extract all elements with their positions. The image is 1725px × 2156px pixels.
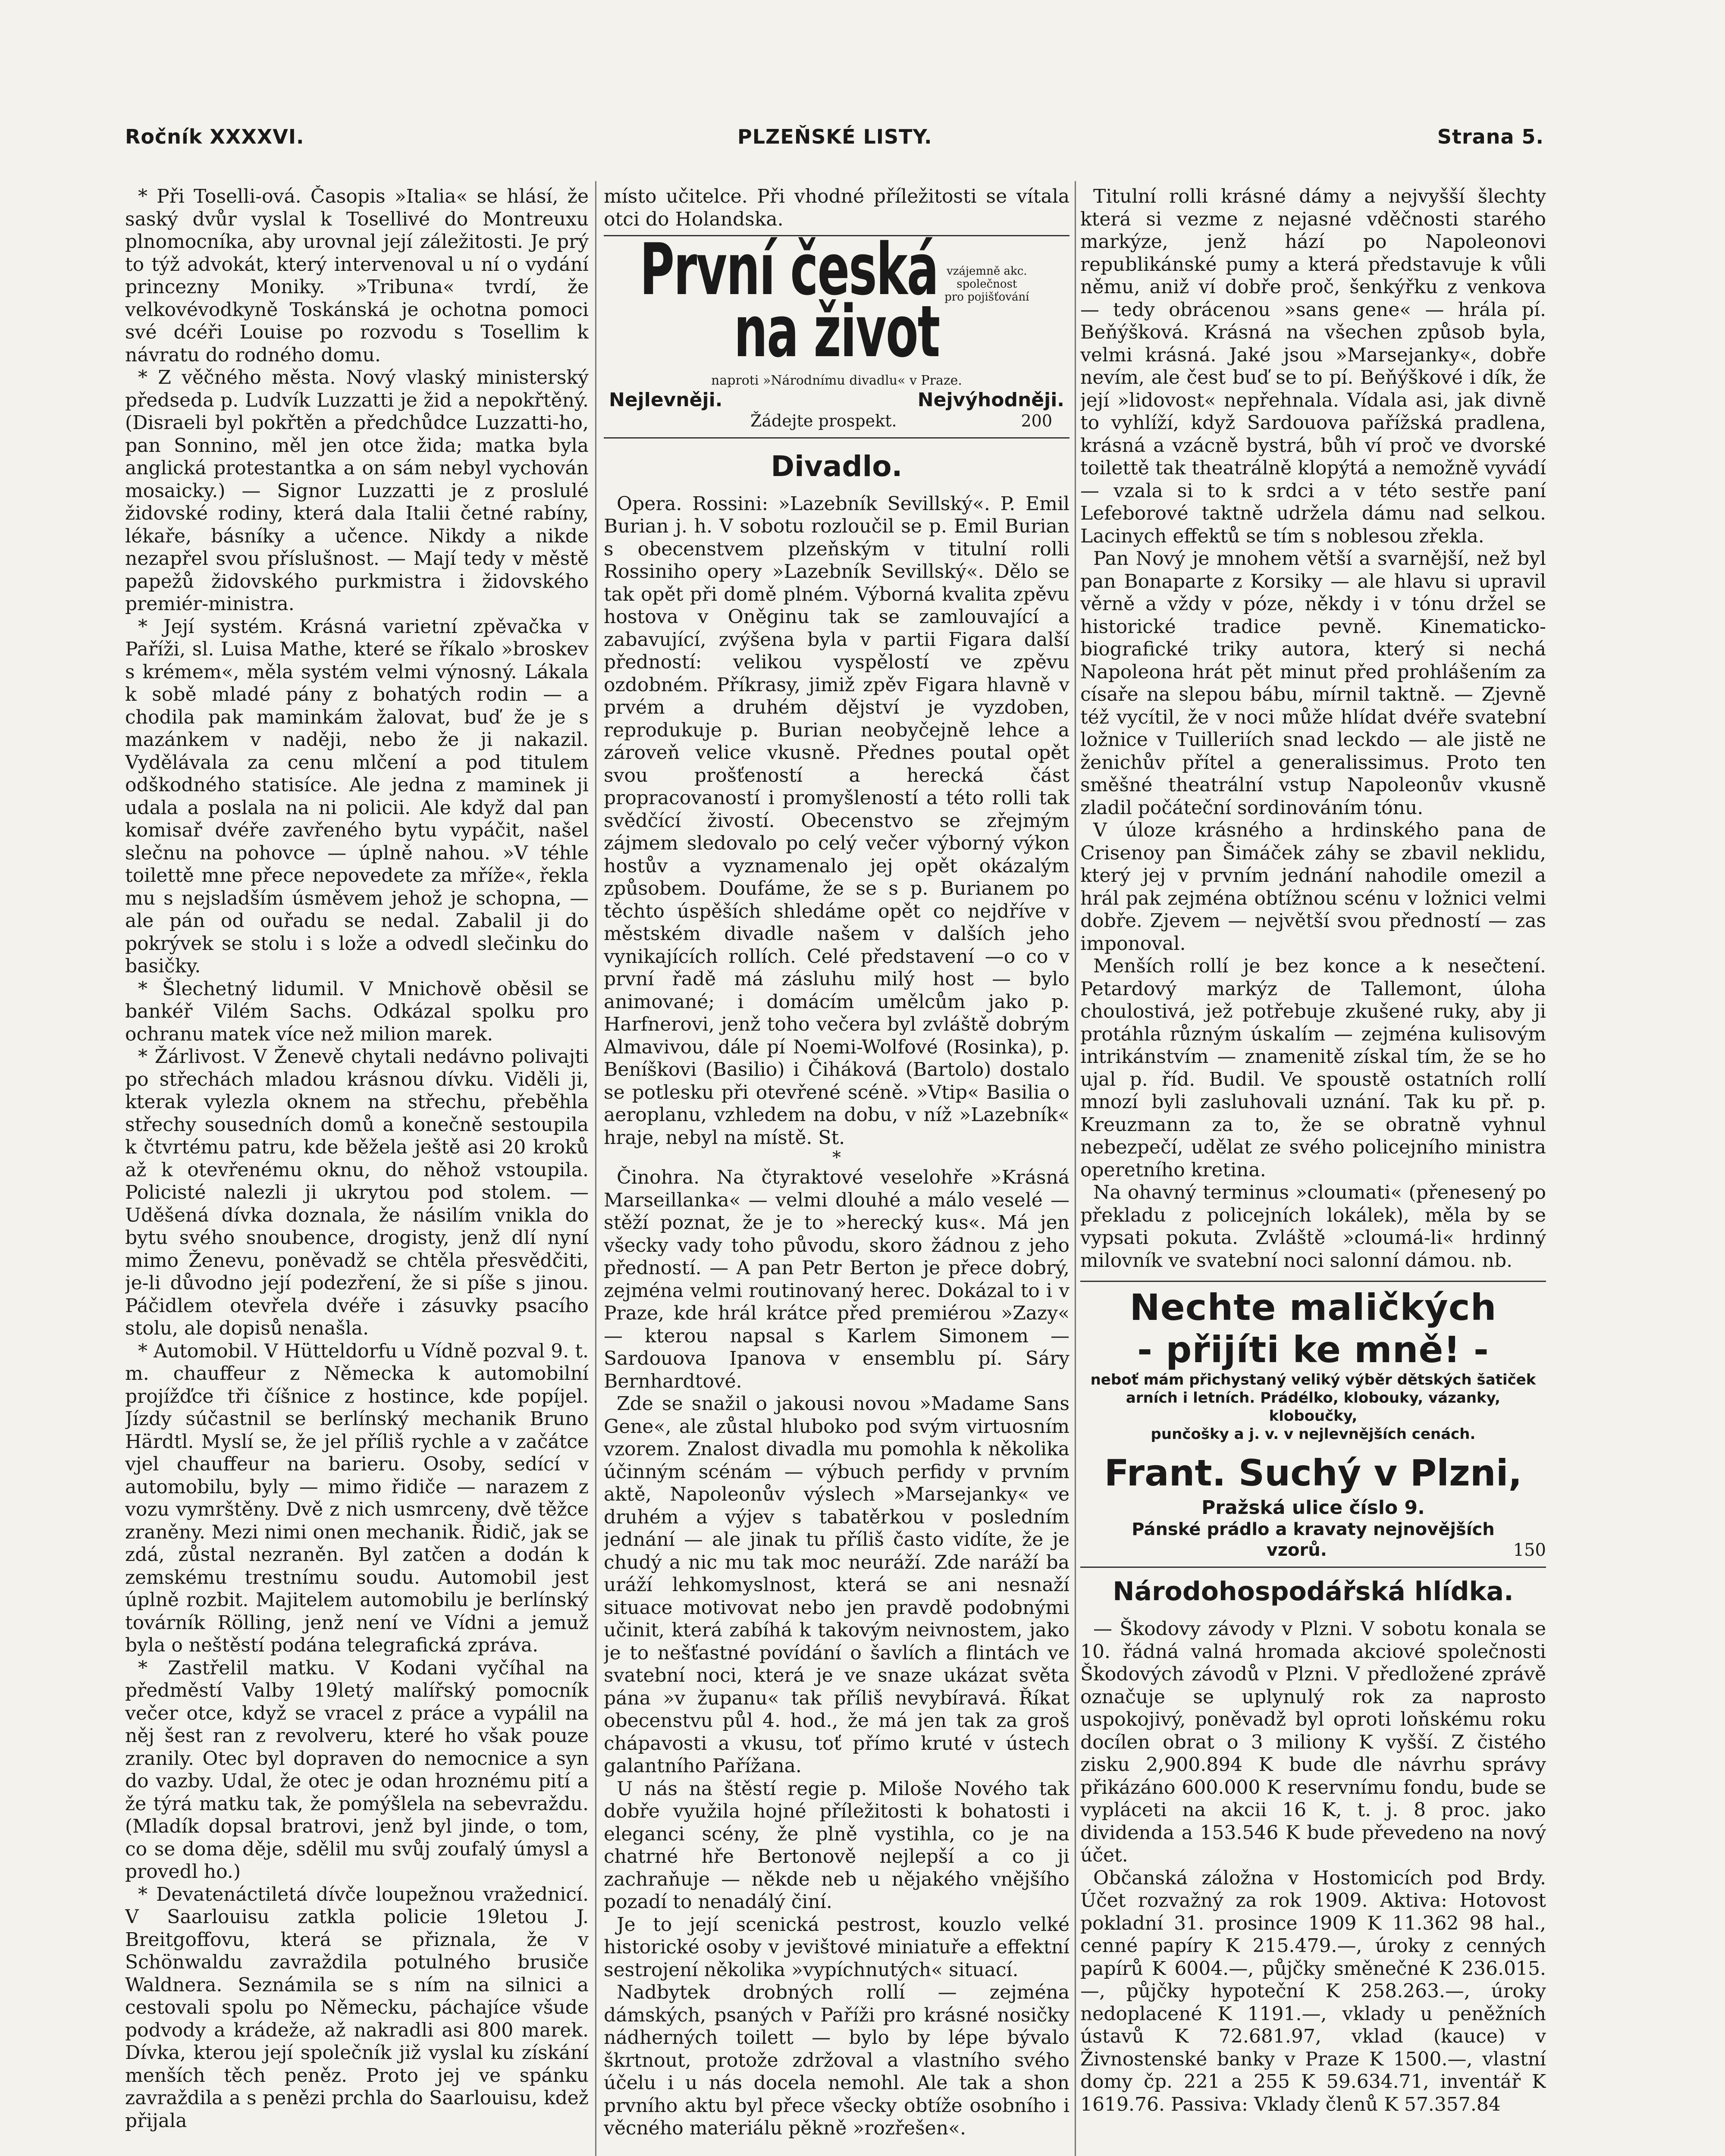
news-item: * Při Toselli-ová. Časopis »Italia« se hlásí, že saský dvůr vyslal k Tosellivé do Montreuxu plnomocníka, aby urovnal její záležitosti. Je prý to týž advokát, který intervenoval u ní o vydání princezny Moniky. »Tribuna« tvrdí, že velkovévodkyně Toskánská je ochotna pomoci své dcéři Louise po rozvodu s Tosellim k návratu do rodného domu.	[125, 185, 589, 366]
news-item: * Její systém. Krásná varietní zpěvačka v Paříži, sl. Luisa Mathe, které se říkalo »broskev s krémem«, měla systém velmi výnosný. Lákala k sobě mladé pány z bohatých rodin — a chodila pak maminkám žalovat, buď že je s mazánkem v naději, nebo že ji nakazil. Vydělávala za cenu mlčení a pod titulem odškodného statisíce. Ale jedna z maminek ji udala a poslala na ni policii. Ale když dal pan komisař dvéře zavřeného bytu vypáčit, našel slečnu na pohovce — úplně nahou. »V téhle toilettě mne přece nepovedete za mříže«, řekla mu s nejsladším úsměvem jehož je schopna, — ale pán od ouřadu se nedal. Zabalil ji do pokrývek se stolu i s lože a odvedl slečinku do basičky.	[125, 615, 589, 977]
news-item: * Automobil. V Hütteldorfu u Vídně pozval 9. t. m. chauffeur z Německa k automobilní projížďce tři číšnice z hostince, kde popíjel. Jízdy súčastnil se berlínský mechanik Bruno Härdtl. Myslí se, že jel příliš rychle a v začátce vjel chauffeur na barieru. Osoby, sedící v automobilu, byly — mimo řidiče — narazem z vozu vymrštěny. Dvě z nich usmrceny, dvě těžce zraněny. Mezi nimi onen mechanik. Řidič, jak se zdá, zůstal nezraněn. Byl zatčen a dodán k zemskému trestnímu soudu. Automobil jest úplně rozbit. Majitelem automobilu je berlínský továrník Rölling, jenž není ve Vídni a jemuž byla o neštěstí podána telegrafická zpráva.	[125, 1340, 589, 1656]
theatre-review: Na ohavný terminus »cloumati« (přenesený po překladu z policejních lokálek), měla by se vypsati pokuta. Zvláště »cloumá-li« hrdinný milovník ve svatební noci salonní dámou. nb.	[1080, 1181, 1546, 1272]
ad2-foot-line: Pánské prádlo a kravaty nejnovějších	[1132, 1520, 1495, 1539]
news-item: * Devatenáctiletá dívče loupežnou vražednicí. V Saarlouisu zatkla policie 19letou J. Breitgoffovu, která se přiznala, že v Schönwaldu zavraždila potulného brusiče Waldnera. Seznámila se s ním na silnici a cestovali spolu po Německu, páchajíce všude podvody a krádeže, až nakradli asi 800 marek. Dívka, kterou její společník již vyslal ku získání menších těch peněz. Proto jej ve spánku zavraždila a s penězi prchla do Saarlouisu, kdež přijala	[125, 1883, 589, 2132]
ad-title-left: První česká	[640, 228, 938, 311]
ad-mid-line: pro pojišťování	[944, 290, 1029, 304]
news-item: * Zastřelil matku. V Kodani vyčíhal na předměstí Valby 19letý malířský pomocník večer otce, když se vracel z práce a vypálil na něj šest ran z revolveru, které ho však pouze zranily. Otec byl dopraven do nemocnice a syn do vazby. Udal, že otec je odan hroznému pití a že týrá matku tak, že pomýšlela na sebevraždu. (Mladík dopsal bratrovi, jenž byl jinde, o tom, co se doma děje, sdělil mu svůj zoufalý úmysl a provedl ho.)	[125, 1657, 589, 1883]
news-continuation: místo učitelce. Při vhodné příležitosti se vítala otci do Holandska.	[604, 185, 1070, 230]
theatre-review: V úloze krásného a hrdinského pana de Crisenoy pan Šimáček záhy se zbavil neklidu, který jej v prvním jednání nahodile omezil a hrál pak zejména obtížnou scénu v ložnici velmi dobře. Zjevem — největší svou předností — zas imponoval.	[1080, 819, 1546, 955]
volume-label: Ročník XXXXVI.	[125, 125, 304, 148]
theatre-review: U nás na štěstí regie p. Miloše Nového tak dobře využila hojné příležitosti k bohatosti i eleganci scény, že plně vystihla, co je na chatrné hře Bertonově nejlepší a co ji zachraňuje — někde neb u nějakého vnějšího pozadí to nenadálý činí.	[604, 1777, 1070, 1913]
page-number: Strana 5.	[1437, 125, 1544, 148]
theatre-review: Titulní rolli krásné dámy a nejvyšší šlechty která si vezme z nejasné vděčnosti starého markýze, jenž hází po Napoleonovi republikánské pumy a která představuje k vůli němu, aniž ví dobře proč, šenkýřku z venkova — tedy obrácenou »sans gene« — hrála pí. Beňýšková. Krásná na všechen způsob byla, velmi krásná. Jaké jsou »Marsejanky«, dobře nevím, ale čest buď se to pí. Beňýškové i dík, že její »lidovost« nepřehnala. Vídala asi, jak divně to vyhlíží, když Sardouova pařížská pradlena, krásná a vzácně bystrá, bůh ví proč ve dvorské toilettě tak theatrálně klopýtá a nemožně vyvádí — vzala si to k srdci a v této sestře paní Lefeborové taktně udržela dámu nad selkou. Lacinych effektů se tím s noblesou zřekla.	[1080, 185, 1546, 547]
ad-address: naproti »Národnímu divadlu« v Praze.	[711, 373, 962, 388]
newspaper-title: PLZEŇSKÉ LISTY.	[737, 125, 932, 148]
news-item: * Z věčného města. Nový vlaský ministerský předseda p. Ludvík Luzzatti je žid a nepokřtěný. (Disraeli byl pokřtěn a předchůdce Luzzatti-ho, pan Sonnino, měl jen otce žida; matka byla anglická protestantka a on sám nebyl vychován mosaicky.) — Signor Luzzatti je z proslulé židovské rodiny, která dala Italii četné rabíny, lékaře, básníky a učence. Nikdy a nikde nezapřel svou příslušnost. — Mají tedy v městě papežů židovského purkmistra i židovského premiér-ministra.	[125, 367, 589, 615]
ad-number: 200	[1021, 411, 1052, 430]
theatre-review: Pan Nový je mnohem větší a svarnější, než byl pan Bonaparte z Korsiky — ale hlavu si upravil věrně a vždy v póze, někdy i v tónu držel se historické tradice pevně. Kinematicko-biografické triky autora, který si nechá Napoleona hrát pět minut před prohlášením za císaře na slepou bábu, mírnil taktně. — Zjevně též vycítil, že v noci může hlídat dvéře svatební ložnice v Tuilleriích snad leckdo — ale jistě ne ženichův přítel a generalissimus. Proto ten směšné theatrální vstup Napoleonův vkusně zladil počáteční sordinováním tónu.	[1080, 548, 1546, 819]
insurance-advertisement	[604, 228, 1070, 439]
theatre-review: Nadbytek drobných rollí — zejména dámských, psaných v Paříži pro krásné nosičky nádherných toilett — bylo by lépe bývalo škrtnout, protože zdržoval a vlastního svého účelu i u nás docela nemohl. Ale tak a shon prvního aktu byl přece všecky obtíže osobního i věcného materiálu pěkně »rozřešen«.	[604, 1981, 1070, 2139]
ad-slogan-right: Nejvýhodněji.	[917, 389, 1064, 411]
section-title-divadlo: Divadlo.	[771, 449, 903, 483]
column-divider	[1075, 181, 1076, 2156]
ad2-title-line2: - přijíti ke mně! -	[1137, 1329, 1489, 1371]
column-middle	[604, 185, 1070, 2156]
ad2-foot-line: vzorů.	[1266, 1540, 1327, 1560]
separator-star: *	[832, 1148, 841, 1168]
ad2-text: arních i letních. Prádélko, klobouky, vázanky, kloboučky,	[1126, 1389, 1501, 1425]
ad2-address: Pražská ulice číslo 9.	[1201, 1497, 1425, 1519]
ad2-merchant-name: Frant. Suchý v Plzni,	[1104, 1452, 1522, 1494]
ad-title-middle	[944, 265, 1029, 304]
column-left	[125, 185, 589, 2156]
ad-mid-line: společnost	[957, 277, 1017, 291]
theatre-review: Menších rollí je bez konce a k nesečtení. Petardový markýz de Tallemont, úloha choulostivá, jež potřebuje zkušené ruky, aby ji protáhla různým úskalím — zejména kulisovým intrikánstvím — znamenitě získal tím, že se ho ujal p. říd. Budil. Ve spoustě ostatních rollí mnozí byli zasluhovali uznání. Tak ku př. p. Kreuzmann za to, že se obratně vyhnul nebezpečí, udělat ze svého policejního ministra operetního kretina.	[1080, 955, 1546, 1181]
ad-title-right: na život	[734, 290, 940, 373]
section-title-economy: Národohospodářská hlídka.	[1113, 1576, 1514, 1607]
ad-footer	[604, 411, 1070, 430]
economy-item: — Škodovy závody v Plzni. V sobotu konala se 10. řádná valná hromada akciové společnosti Škodových závodů v Plzni. V předložené zprávě označuje se uplynulý rok za naprosto uspokojivý, poněvadž byl oproti loňskému roku docílen obrat o 3 miliony K vyšší. Z čistého zisku 2,900.894 K bude dle návrhu správy přikázáno 600.000 K reservnímu fondu, bude se vypláceti na akcii 16 K, t. j. 8 proc. jako dividenda a 153.546 K bude převedeno na nový účet.	[1080, 1618, 1546, 1866]
ad2-text: neboť mám přichystaný veliký výběr dětských šatiček	[1090, 1371, 1536, 1388]
ad-slogan-row	[604, 389, 1070, 411]
ad-prospect: Žádejte prospekt.	[750, 411, 897, 430]
ad2-title-line1: Nechte maličkých	[1129, 1286, 1497, 1329]
theatre-review: Je to její scenická pestrost, kouzlo velké historické osoby v jevištové miniatuře a effektní sestrojení několika »vypíchnutých« situací.	[604, 1913, 1070, 1981]
economy-item: Občanská záložna v Hostomicích pod Brdy. Účet rozvažný za rok 1909. Aktiva: Hotovost pokladní 31. prosince 1909 K 11.362 98 hal., cenné papíry K 215.479.—, úroky z cenných papírů K 6004.—, půjčky směnečné K 236.015.—, půjčky hypoteční K 258.263.—, úroky nedoplacené K 1191.—, vklady u peněžních ústavů K 72.681.97, vklad (kauce) v Živnostenské banky v Praze K 1500.—, vlastní domy čp. 221 a 255 K 59.634.71, inventář K 1619.76. Passiva: Vklady členů K 57.357.84	[1080, 1867, 1546, 2115]
ad2-footer	[1080, 1519, 1546, 1568]
theatre-review: Opera. Rossini: »Lazebník Sevillský«. P. Emil Burian j. h. V sobotu rozloučil se p. Emil Burian s obecenstvem plzeňským v titulní rolli Rossiniho opery »Lazebník Sevillský«. Dělo se tak opět při domě plném. Výborná kvalita zpěvu hostova v Oněginu tak se zamlouvající a zabavující, zvýšena byla v partii Figara další předností: velikou vyspělostí ve zpěvu ozdobném. Příkrasy, jimiž zpěv Figara hlavně v prvém a druhém dějství je vyzdoben, reprodukuje p. Burian neobyčejně lehce a zároveň velice vkusně. Přednes poutal opět svou prošťeností a herecká část propracovaností i promyšleností a této rolli tak svědčící živostí. Obecenstvo se zřejmým zájmem sledovalo po celý večer výborný výkon hostův a vyznamenalo jej opět okázalým způsobem. Doufáme, že se s p. Burianem po těchto úspěších shledáme opět co nejdříve v městském divadle našem v dalších jeho vynikajících rollích. Celé představení —o co v první řadě má zásluhu milý host — bylo animované; i domácím umělcům jako p. Harfnerovi, jenž toho večera byl zvláště dobrým Almavivou, dále pí Noemi-Wolfové (Rosinka), p. Beníškovi (Basilio) i Čiháková (Bartolo) dostalo se potlesku při otevřené scéně. »Vtip« Basilia o aeroplanu, vzhledem na dobu, v níž »Lazebník« hraje, nebyl na místě. St.	[604, 492, 1070, 1149]
column-right	[1080, 185, 1546, 2156]
theatre-review: Zde se snažil o jakousi novou »Madame Sans Gene«, ale zůstal hluboko pod svým virtuosním vzorem. Znalost divadla mu pomohla k několika účinným scénám — výbuch perfidy v prvním aktě, Napoleonův výslech »Marsejanky« ve druhém a výjev s tabatěrkou v posledním jednání — ale jinak tu příliš často vidíte, že je chudý a nic mu tak moc neuráží. Zde naráží ba uráží lehkomyslnost, která se ani nesnaží situace motivovat nebo jen pravdě podobnými učinit, která zabíhá k takovým neivnostem, jako je to nešťastné povídání o šavlích a flintách ve svatební noci, která je ve snaze ukázat světa pána »v županu« tak příliš nevybíravá. Říkat obecenstvu půl 4. hod., že má jen tak za groš chápavosti a vkusu, toť přímo kruté v ústech galantního Pařížana.	[604, 1393, 1070, 1777]
clothing-advertisement	[1080, 1281, 1546, 1568]
ad-mid-line: vzájemně akc.	[947, 264, 1027, 278]
news-item: * Šlechetný lidumil. V Mnichově oběsil se bankéř Vilém Sachs. Odkázal spolku pro ochranu matek více než milion marek.	[125, 978, 589, 1045]
column-divider	[595, 181, 596, 2156]
news-item: * Žárlivost. V Ženevě chytali nedávno polivajti po střechách mladou krásnou dívku. Viděli ji, kterak vylezla oknem na střechu, přeběhla střechy sousedních domů a konečně sestoupila k čtvrtému patru, kde běžela ještě asi 20 kroků až k otevřenému oknu, do něhož vstoupila. Policisté nalezli ji ukrytou pod stolem. — Uděšená dívka doznala, že násilím vnikla do bytu svého snoubence, drogisty, jenž dlí nyní mimo Ženevu, poněvadž se chtěla přesvědčiti, je-li důvodno její podezření, že si píše s jinou. Páčidlem otevřela dvéře i zásuvky psacího stolu, ale dopisů nenašla.	[125, 1046, 589, 1339]
ad-slogan-left: Nejlevněji.	[609, 389, 723, 411]
theatre-review: Činohra. Na čtyraktové veselohře »Krásná Marseillanka« — velmi dlouhé a málo veselé — stěží poznat, že je to »herecký kus«. Má jen všecky vady toho původu, skoro žádnou z jeho předností. — A pan Petr Berton je přece dobrý, zejména velmi routinovaný herec. Dokázal to i v Praze, kde hrál krátce před premiérou »Zazy« — kterou napsal s Karlem Simonem — Sardouova Ipanova v ensemblu pí. Sáry Bernhardtové.	[604, 1166, 1070, 1392]
ad2-text: punčošky a j. v. v nejlevnějších cenách.	[1151, 1426, 1476, 1443]
ad2-number: 150	[1513, 1540, 1546, 1560]
page-header	[125, 125, 1544, 155]
